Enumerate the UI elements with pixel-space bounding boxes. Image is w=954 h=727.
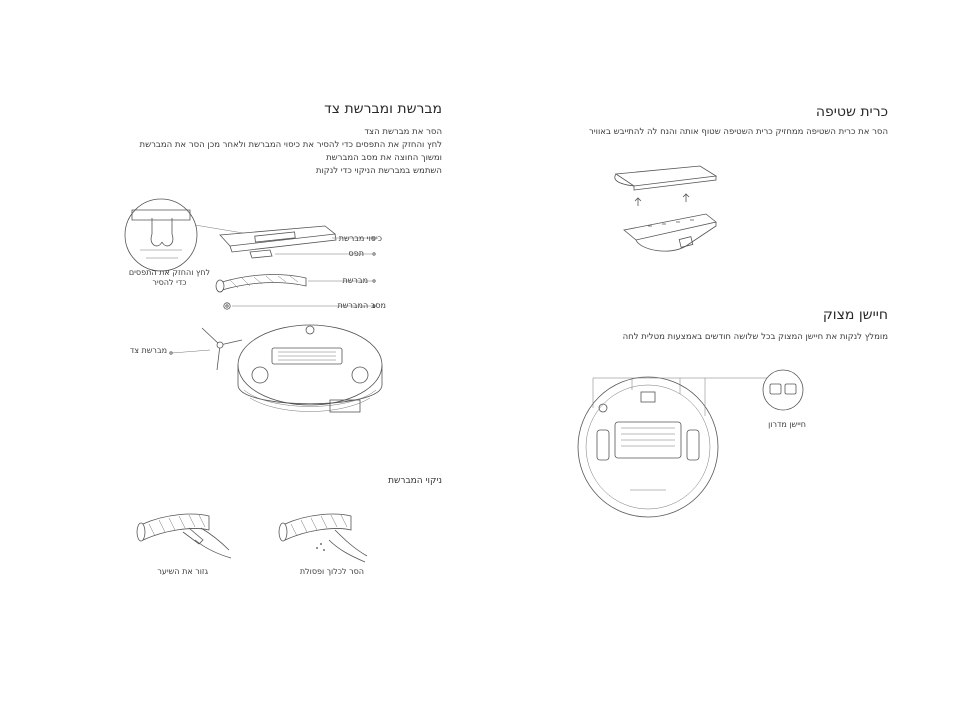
label-brush-bearing: מסב המברשת [337,301,386,310]
brush-instructions [140,126,443,178]
brush-cleaning-illustration [125,500,385,570]
mop-instruction: הסר את כרית השטיפה ממחזיק כרית השטיפה שטוף אותה והנח לה להתייבש באוויר [588,127,888,137]
brush-bearing [224,303,230,309]
brush-section-title: מברשת ומברשת צד [324,101,442,117]
label-brush: מברשת [342,276,368,285]
instruction-line: השתמש במברשת הניקוי כדי לנקות [315,166,442,176]
cut-hair-illustration [137,514,231,558]
label-remove-debris: הסר לכלוך ופסולת [299,567,364,576]
main-brush [222,275,306,290]
label-cut-hair: גזור את השיער [157,567,208,576]
cliff-sensor-title: חיישן מצוק [822,307,888,323]
robot-bottom-view [578,377,718,517]
label-side-brush: מברשת צד [129,346,167,355]
callout-line: כדי להסיר [152,278,187,287]
brush-clip [250,250,272,258]
clip-callout [129,268,210,288]
brush-cover [220,226,335,246]
robot-underside [238,325,382,412]
side-brush [202,328,242,370]
mop-pad-illustration [610,160,730,260]
mop-section-title: כרית שטיפה [815,104,888,120]
remove-debris-illustration [279,514,367,562]
mop-holder [624,214,716,240]
callout-line: לחץ והחזק את התפסים [128,268,210,277]
brush-disassembly-illustration [110,190,410,440]
cliff-sensor-illustration [575,370,815,520]
label-brush-cover: כיסוי מברשת [338,234,382,243]
cliff-sensor-instruction: מומלץ לנקות את חיישן המצוק בכל שלושה חודשים באמצעות מטלית לחה [622,332,888,342]
brush-cleaning-title: ניקוי המברשת [388,476,442,486]
mop-pad [616,166,716,186]
instruction-line: הסר את מברשת הצד [364,127,442,137]
step-sensor-magnifier [763,370,803,410]
instruction-line: לחץ והחזק את התפסים כדי להסיר את כיסוי המברשת ולאחר מכן הסר את המברשת [139,140,442,150]
label-clip: תפס [348,249,364,258]
instruction-line: ומשוך החוצה את מסב המברשת [326,153,442,163]
label-step-sensor: חיישן מדרון [768,420,806,429]
